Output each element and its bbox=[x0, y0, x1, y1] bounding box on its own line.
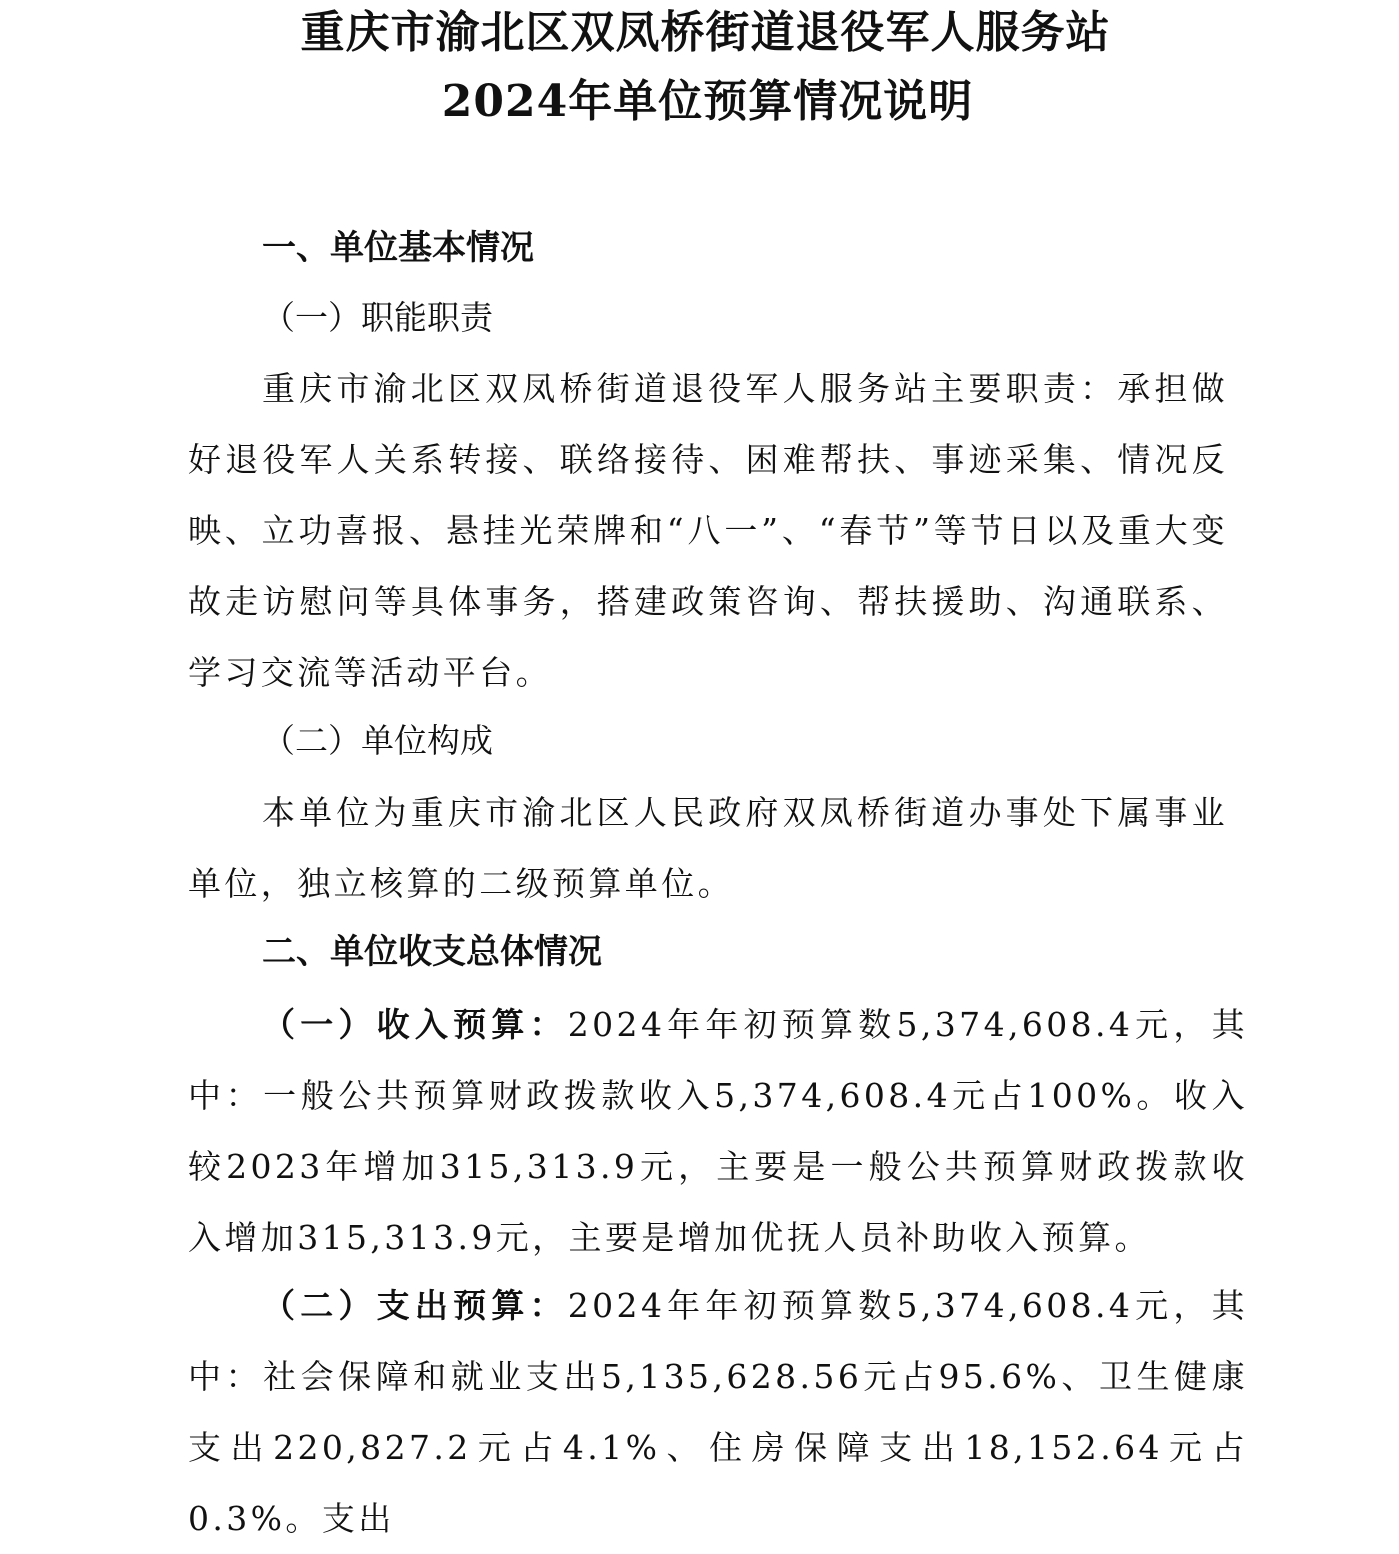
income-budget-paragraph bbox=[188, 989, 1248, 1273]
section-1-heading: 一、单位基本情况 bbox=[262, 228, 534, 268]
expense-budget-text: 2024年年初预算数5,374,608.4元，其中：社会保障和就业支出5,135,628.56元占95.6%、卫生健康支出220,827.2元占4.1%、住房保障支出18,152.64元占0.3%。支出 bbox=[188, 1286, 1248, 1538]
section-1-sub-1-paragraph: 重庆市渝北区双凤桥街道退役军人服务站主要职责：承担做好退役军人关系转接、联络接待、困难帮扶、事迹采集、情况反映、立功喜报、悬挂光荣牌和“八一”、“春节”等节日以及重大变故走访慰问等具体事务，搭建政策咨询、帮扶援助、沟通联系、学习交流等活动平台。 bbox=[188, 369, 1228, 692]
expense-budget-paragraph bbox=[188, 1270, 1248, 1554]
income-budget-label: （一）收入预算： bbox=[262, 1005, 568, 1044]
expense-budget-label: （二）支出预算： bbox=[262, 1286, 568, 1325]
section-1-sub-2-paragraph: 本单位为重庆市渝北区人民政府双凤桥街道办事处下属事业单位，独立核算的二级预算单位。 bbox=[188, 793, 1228, 903]
section-2-heading: 二、单位收支总体情况 bbox=[262, 932, 602, 972]
income-budget-text: 2024年年初预算数5,374,608.4元，其中：一般公共预算财政拨款收入5,374,608.4元占100%。收入较2023年增加315,313.9元，主要是一般公共预算财政拨款收入增加315,313.9元，主要是增加优抚人员补助收入预算。 bbox=[188, 1005, 1248, 1257]
document-title-line-2: 2024年单位预算情况说明 bbox=[441, 76, 974, 127]
section-1-sub-2-heading: （二）单位构成 bbox=[262, 721, 493, 760]
document-title-line-1: 重庆市渝北区双凤桥街道退役军人服务站 bbox=[300, 7, 1111, 58]
section-1-sub-1-heading: （一）职能职责 bbox=[262, 298, 493, 337]
